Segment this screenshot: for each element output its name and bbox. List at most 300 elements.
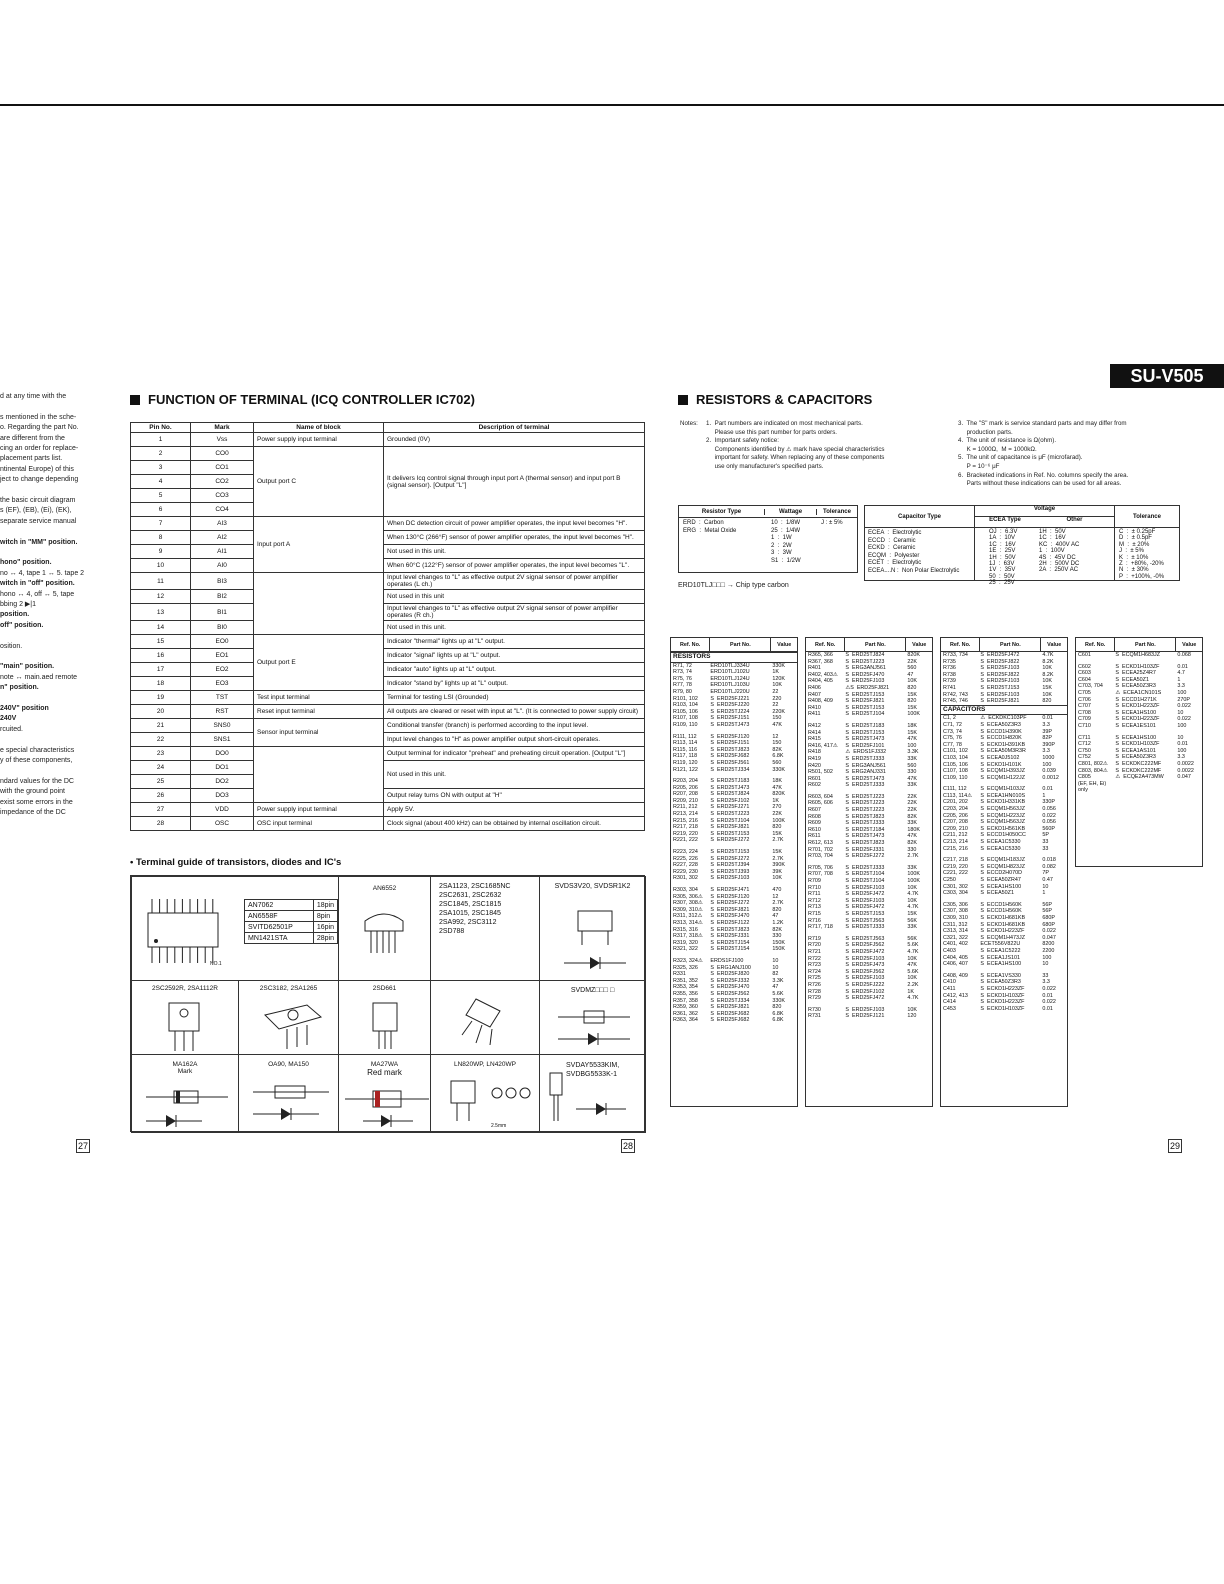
part-value: 330K [772,766,785,773]
ref-no: C710 [1078,722,1091,729]
part-row [671,689,797,696]
left-fragment-line: placement parts list. [0,455,63,463]
part-no: S ERD25FJ561 [710,759,750,766]
ref-no: R221, 222 [673,837,698,844]
part-value: 150 [772,715,782,722]
part-row [806,847,932,854]
part-value: 22K [907,807,917,814]
ref-no: R731 [808,1013,821,1020]
part-no: S ECEA1HS100 [1115,709,1157,716]
part-value: 12 [772,893,779,900]
note-line: use only manufacturer's specified parts. [706,462,824,470]
part-no: S ERD25TJ334 [710,997,750,1004]
pin-no: 7 [131,517,191,531]
oa90-diode-icon [249,1080,334,1130]
part-no: S ERD25TJ473 [710,721,750,728]
left-fragment-line: y of these components, [0,757,73,764]
part-row [671,798,797,805]
part-value: 22K [772,811,782,818]
part-value: 2.2K [907,981,919,988]
part-row [806,665,932,672]
ref-no: R710 [808,884,821,891]
terminal-description: When 130°C (266°F) sensor of power amplifier operates, the input level becomes "H". [384,531,645,545]
part-row [1076,761,1202,768]
part-row [941,948,1067,955]
part-no: S ERD25FJ120 [710,733,750,740]
part-value: 0.022 [1177,716,1191,723]
parts-list-header [806,638,932,652]
part-row [1076,787,1202,794]
transistors-list-cell: 2SA1123, 2SC1685NC 2SC2631, 2SC2632 2SC1845, 2SC1815 2SA1015, 2SC1845 2SA992, 2SC3112 2SD788 [430,876,540,981]
ref-no: R705, 706 [808,864,833,871]
terminal-description: Indicator "auto" lights up at "L" output. [384,663,645,677]
part-row [806,749,932,756]
left-fragment-line: rcuited. [0,725,23,733]
part-value: 10 [1042,883,1049,890]
function-table-row [131,604,645,621]
part-value: 0.01 [1042,1005,1053,1012]
left-fragment-line: n" position. [0,684,39,692]
function-table-row [131,573,645,590]
part-value: 1.2K [772,919,784,926]
part-value: 0.022 [1177,703,1191,710]
ref-no: C207, 208 [943,819,968,826]
part-no: S ECQM1H473JZ [980,934,1026,941]
ref-no: R355, 356 [673,990,698,997]
function-table-row [131,649,645,663]
ref-no: R717, 718 [808,924,833,931]
list-header-cell: Value [1047,641,1062,648]
part-row [806,711,932,718]
part-row [806,827,932,834]
part-no [1115,781,1176,788]
part-value: 4.7K [907,891,919,898]
part-row [671,791,797,798]
svds-diode-icon [560,905,630,975]
ref-no: R608 [808,813,821,820]
function-table-row [131,817,645,831]
left-fragment-line: position. [0,611,30,619]
part-row [941,973,1067,980]
part-row [671,862,797,869]
note-line: Parts without these indications can be used for all areas. [958,480,1122,488]
part-row [1076,768,1202,775]
part-value: 15K [907,729,917,736]
part-value: 22K [907,793,917,800]
ref-no: R402, 403⚠ [808,671,838,678]
part-value: 150K [772,946,785,953]
part-row [941,768,1067,775]
ic-pins: 8pin [313,911,337,922]
ref-no: R317, 318⚠ [673,933,703,940]
list-header-cell: Ref. No. [941,638,980,652]
part-row [941,659,1067,666]
ic-pins: 18pin [313,900,337,911]
ref-no: R745, 746 [943,698,968,705]
pin-no: 26 [131,789,191,803]
part-row [806,723,932,730]
ref-no: R416, 417⚠ [808,742,838,749]
ma27wa-cell: MA27WA Red mark [338,1054,431,1133]
part-value: 56K [907,935,917,942]
list-header-cell: Value [777,641,792,648]
part-value: 820K [907,652,920,658]
part-no: S ERD25TJ184 [845,826,885,833]
pin-no: 12 [131,590,191,604]
part-no: S ECKD1H223ZF [980,985,1025,992]
led-icon [437,1073,535,1133]
part-value: 1000 [1042,754,1055,761]
ref-no: C410 [943,979,956,986]
part-no: S ERD25TJ104 [845,711,885,718]
part-no: S ERD25TJ394 [710,862,750,869]
capacitor-type-entry: ECKD : Ceramic [868,545,916,551]
ref-no: C403 [943,947,956,954]
part-no: S ECEA1HS100 [1115,734,1157,741]
part-value: 47K [907,736,917,743]
part-row [671,965,797,972]
note-line: K = 1000Ω, M = 1000kΩ. [958,445,1037,453]
part-value: 0.47 [1042,877,1053,883]
part-value: 10K [772,682,782,689]
ref-no: R113, 114 [673,740,698,747]
svdmz-cell: SVDMZ□□□ □ [539,980,646,1055]
pin-no: 13 [131,604,191,621]
part-value: 1 [1042,792,1046,799]
ref-no: C213, 214 [943,839,968,846]
part-no: S ECEA50Z3R3 [1115,683,1156,690]
model-badge: SU-V505 [1110,364,1224,388]
part-value: 560 [772,759,782,766]
part-row [671,760,797,767]
part-value: 82K [907,840,917,847]
part-no: S ERD25TJ333 [845,864,885,871]
ic-pin-table [244,899,338,944]
part-value: 10K [907,955,917,962]
part-row [671,927,797,934]
ref-no: R359, 360 [673,1004,698,1011]
ref-no: C453 [943,1005,956,1012]
part-row [941,864,1067,871]
part-row [806,730,932,737]
pin-no: 14 [131,621,191,635]
pin-no: 24 [131,761,191,775]
chip-type-note: ERD10TLJ□□□ → Chip type carbon [678,582,789,589]
part-row [806,820,932,827]
part-row [671,663,797,670]
part-row [941,884,1067,891]
part-value: 3.3K [907,749,919,756]
part-no: S ERD25FJ103 [845,975,885,982]
part-value: 0.022 [1042,928,1056,935]
ic-row [245,922,338,933]
pin-mark: DO0 [191,747,254,761]
notes-right [958,420,1128,489]
ref-no: R410 [808,704,821,711]
ref-no: R411 [808,711,821,718]
part-value: 47K [907,833,917,840]
part-row [1076,664,1202,671]
ref-no: C705 [1078,689,1091,696]
ref-no: C712 [1078,741,1091,748]
part-value: 150 [772,740,782,747]
part-row [671,1004,797,1011]
ref-no: R307, 308⚠ [673,900,703,907]
terminal-description: Input level changes to "L" as effective output 2V signal sensor of power amplifier operates (L ch.) [384,573,645,590]
ref-no: R741 [943,684,956,691]
ref-no: R79, 80 [673,688,692,695]
part-row [941,999,1067,1006]
function-table-row [131,719,645,733]
part-value: 47K [772,721,782,728]
part-row [941,793,1067,800]
terminal-description: Output terminal for indicator "preheat" and preheating circuit operation. [Output "L"] [384,747,645,761]
part-row [1076,774,1202,781]
note-line: 4. The unit of resistance is Ω(ohm). [958,437,1057,445]
part-no: S ERD25TJ473 [845,736,885,743]
part-value: 12 [772,733,779,740]
oa90-cell: OA90, MA150 [238,1054,339,1133]
part-row [806,763,932,770]
part-value: 100K [907,878,920,884]
part-no: S ERD25TJ333 [845,924,885,931]
part-no: S ERD25FJ103 [980,691,1020,698]
part-no: S ERD25FJ271 [710,804,750,811]
function-table-row [131,531,645,545]
part-value: 100 [1177,747,1187,754]
other-voltage-entry: 1 : 100V [1039,548,1065,555]
part-no: S ERD25TJ223 [710,811,750,818]
part-value: 0.022 [1042,999,1056,1006]
ecea-voltage-entry: 1A : 10V [989,535,1016,542]
list-header-cell: Ref. No. [671,638,710,652]
other-voltage-entry: 2H : 500V DC [1039,561,1080,568]
part-no: S ECKD1H223ZF [980,928,1025,935]
block-name: Power supply input terminal [254,433,384,447]
ref-no: R323, 324⚠ [673,957,703,964]
part-row [671,998,797,1005]
ic-name: AN6558F [245,911,314,922]
part-value: 10K [1042,691,1052,698]
capacitor-type-entry: ECEA....N : Non Polar Electrolytic [868,567,960,574]
part-value: 5.6K [907,942,919,949]
ref-no: C321, 322 [943,934,968,941]
pin-no: 22 [131,733,191,747]
pin-no: 11 [131,573,191,590]
wattage-entry: S1 : 1/2W [771,557,801,564]
an6552-cell: AN6552 [338,876,431,981]
block-name [254,747,384,803]
pin-no: 16 [131,649,191,663]
part-row [1076,703,1202,710]
part-no: S ERD25FJ472 [845,904,885,911]
pin-no: 1 [131,433,191,447]
part-row [1076,652,1202,659]
ref-no: C203, 204 [943,806,968,813]
part-row [1076,741,1202,748]
ref-no: C309, 310 [943,914,968,921]
part-row [671,887,797,894]
part-row [941,955,1067,962]
part-no: S ERD25FJ331 [845,846,885,853]
part-no: S ERD25FJ151 [710,715,750,722]
ref-no: C707 [1078,703,1091,710]
part-row [806,865,932,872]
pin-no: 17 [131,663,191,677]
part-no: S ERD25FJ220 [710,702,750,709]
part-value: 150K [772,939,785,946]
part-row [671,715,797,722]
part-value: 0.022 [1042,812,1056,819]
part-row [806,962,932,969]
part-no: S ERD25FJ821 [710,1004,750,1011]
part-no: S ERD25FJ470 [710,913,750,920]
part-row [671,767,797,774]
to3p-transistor-icon [257,999,327,1054]
part-no: S ERD25TJ154 [710,946,750,953]
pin-no: 3 [131,461,191,475]
ref-no: (EF, EH, Ei) [1078,780,1107,787]
part-no: S ERD25FJ562 [710,990,750,997]
pin-no: 18 [131,677,191,691]
ecea-voltage-entry: 25 : 25V [989,580,1015,587]
part-row [1076,710,1202,717]
part-value: 1 [1042,890,1046,897]
terminal-description: Not used in this unit. [384,621,645,635]
pin-no: 4 [131,475,191,489]
part-row [671,971,797,978]
to220-transistor-icon [147,999,227,1054]
part-value: 0.039 [1042,768,1056,775]
part-row [1076,697,1202,704]
part-row [941,722,1067,729]
function-table-row [131,447,645,461]
part-value: 10K [907,897,917,904]
ref-no: R109, 110 [673,721,698,728]
part-row [671,682,797,689]
part-value: 1K [772,669,779,676]
function-table-row [131,590,645,604]
part-value: 680P [1042,921,1055,928]
part-row [941,846,1067,853]
pin-mark: EO1 [191,649,254,663]
part-value: 330 [772,933,782,940]
wattage-entry: 1 : 1W [771,535,792,541]
part-row [671,753,797,760]
ref-no: C602 [1078,663,1091,670]
ref-no: C71, 72 [943,721,962,728]
page-number-27: 27 [77,1141,88,1151]
ref-no: R420 [808,762,821,769]
2sc2592r-cell: 2SC2592R, 2SA1112R [131,980,239,1055]
part-value: 820K [772,791,785,798]
part-value: 680P [1042,914,1055,921]
part-no: S ERD25TJ393 [710,868,750,875]
resistors-section-title: RESISTORS & CAPACITORS [678,392,872,407]
part-no: S ECEA1VS330 [980,972,1021,979]
wattage-entry: 10 : 1/8W [771,520,801,526]
part-no: ERD10TLJ102U [710,669,750,676]
to92-transistor-icon [456,991,516,1051]
part-value: 270P [1177,696,1190,703]
part-value: 10 [772,957,779,964]
part-value: 82K [772,746,782,753]
ref-no: C307, 308 [943,908,968,915]
ref-no: R353, 354 [673,984,698,991]
part-no: S ERD25TJ823 [845,813,885,820]
wattage-entry: 2 : 2W [771,542,792,549]
part-row [1076,683,1202,690]
pin-mark: AI2 [191,531,254,545]
part-no: S ERD25FJ102 [845,988,885,995]
part-no: ⚠ ERDS1FJ332 [845,749,887,756]
ref-no: R716 [808,917,821,924]
left-fragment-line: with the ground point [0,788,65,796]
part-value: 47K [907,775,917,782]
part-row [806,956,932,963]
part-no: S ERD25FJ332 [710,977,750,984]
2sd661-transistor-icon [357,999,417,1054]
cap-tolerance-entry: C : ± 0.25pF [1119,529,1156,535]
part-no: S ECEA1C5330 [980,839,1021,846]
ref-no: C77, 78 [943,741,962,748]
part-row [671,907,797,914]
pin-mark: DO3 [191,789,254,803]
led-cell: LN820WP, LN420WP 2.5mm [430,1054,540,1133]
part-row [941,902,1067,909]
pin-mark: DO1 [191,761,254,775]
ref-no: R709 [808,878,821,884]
ref-no: R724 [808,968,821,975]
part-row [941,928,1067,935]
ref-no: only [1078,787,1088,794]
part-value: 0.01 [1177,741,1188,748]
part-no: S ECEA1AS101 [1115,747,1156,754]
block-name: Power supply input terminal [254,803,384,817]
ref-no: R415 [808,736,821,743]
function-table-row [131,677,645,691]
parts-list-col-1 [670,637,798,1107]
left-fragment-line: witch in "off" position. [0,580,75,588]
part-no: S ECCD1H560K [980,908,1022,915]
part-value: 10K [907,678,917,685]
ic-pins: 28pin [313,933,337,944]
ref-no: R501, 502 [808,769,833,776]
ref-no: C711 [1078,734,1091,741]
left-fragment-line: exist some errors in the [0,798,73,806]
function-table-row [131,517,645,531]
part-row [671,920,797,927]
part-no: S ERD25TJ153 [845,910,885,917]
part-value: 56K [907,917,917,924]
terminal-description: Not used in this unit [384,590,645,604]
part-value: 820 [907,684,917,691]
cap-tolerance-entry: D : ± 0.5pF [1119,535,1152,542]
part-no: S ERD25TJ223 [845,658,885,665]
left-fragment-line: are different from the [0,434,65,442]
pin-mark: BI1 [191,604,254,621]
ref-no: R315, 316 [673,926,698,933]
part-no: S ERD25FJ103 [845,1006,885,1013]
ref-no: R309, 310⚠ [673,906,703,913]
part-value: 4.7K [907,904,919,911]
page-number-29: 29 [1169,1141,1180,1151]
part-row [806,652,932,659]
part-value: 18K [772,778,782,785]
part-row [806,776,932,783]
part-row [671,818,797,825]
ref-no: R121, 122 [673,766,698,773]
